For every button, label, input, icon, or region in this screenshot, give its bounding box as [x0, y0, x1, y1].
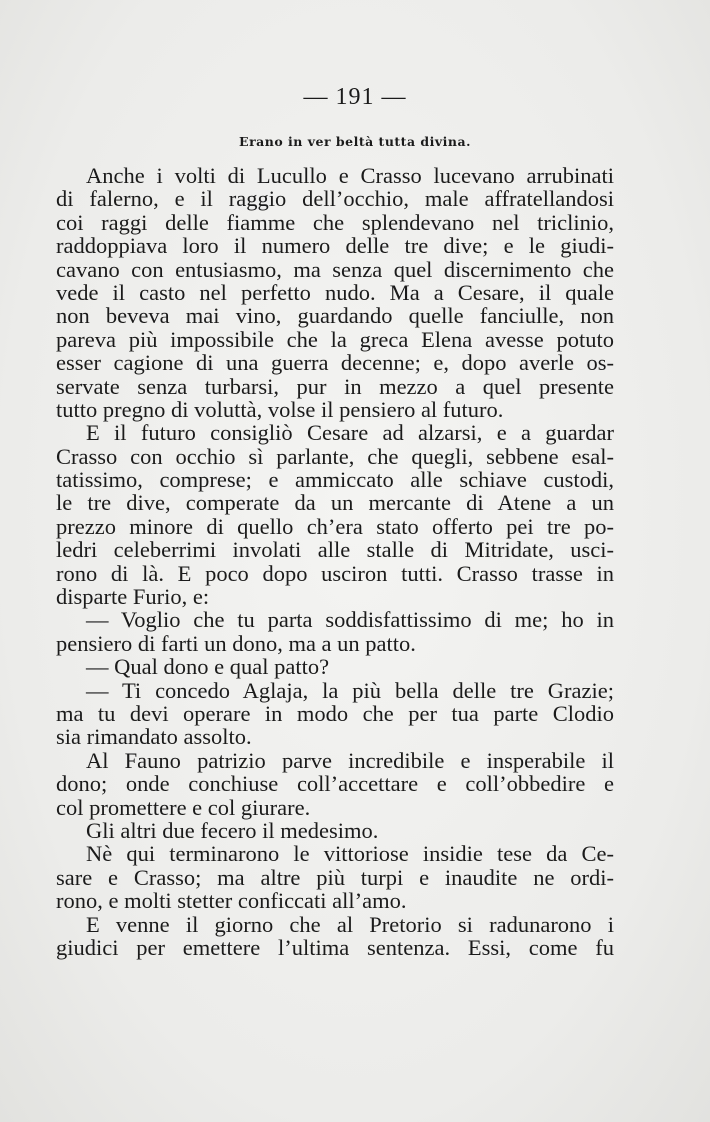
- text-line: rono, e molti stetter conficcati all’amo.: [56, 888, 407, 914]
- text-line: vede il casto nel perfetto nudo. Ma a Cesare, il quale: [56, 279, 614, 305]
- text-line: Anche i volti di Lucullo e Crasso lucevano arrubinati: [86, 163, 614, 188]
- text-line: E il futuro consigliò Cesare ad alzarsi, e a guardar: [86, 420, 614, 446]
- text-line: le tre dive, comperate da un mercante di Atene a un: [56, 490, 614, 516]
- text-line: ma tu devi operare in modo che per tua parte Clodio: [56, 700, 614, 726]
- text-line: Nè qui terminarono le vittoriose insidie tese da Ce-: [86, 841, 614, 867]
- text-line: prezzo minore di quello ch’era stato offerto pei tre po-: [56, 513, 614, 539]
- body-text: [56, 164, 614, 959]
- text-line: tatissimo, comprese; e ammiccato alle schiave custodi,: [56, 467, 614, 493]
- text-line: pareva più impossibile che la greca Elena avesse potuto: [56, 326, 614, 352]
- running-head: Erano in ver beltà tutta divina.: [239, 134, 471, 149]
- text-line: — Ti concedo Aglaja, la più bella delle tre Grazie;: [86, 677, 614, 703]
- text-line: col promettere e col giurare.: [56, 794, 311, 820]
- text-line: giudici per emettere l’ultima sentenza. Essi, come fu: [56, 934, 614, 960]
- text-line: E venne il giorno che al Pretorio si radunarono i: [86, 911, 614, 937]
- text-line: sare e Crasso; ma altre più turpi e inaudite ne ordi-: [56, 864, 614, 890]
- text-line: tutto pregno di voluttà, volse il pensiero al futuro.: [56, 396, 504, 422]
- page-number: — 191 —: [303, 84, 407, 110]
- text-line: disparte Furio, e:: [56, 584, 210, 610]
- text-line: non beveva mai vino, guardando quelle fanciulle, non: [56, 303, 614, 329]
- text-line: Al Fauno patrizio parve incredibile e insperabile il: [86, 747, 614, 773]
- text-line: raddoppiava loro il numero delle tre dive; e le giudi-: [56, 233, 614, 259]
- text-line: sia rimandato assolto.: [56, 724, 252, 750]
- text-line: — Voglio che tu parta soddisfattissimo di me; ho in: [86, 607, 614, 633]
- text-line: Gli altri due fecero il medesimo.: [86, 817, 379, 843]
- text-line: — Qual dono e qual patto?: [86, 654, 330, 680]
- text-line: esser cagione di una guerra decenne; e, dopo averle os-: [56, 350, 614, 376]
- text-line: ledri celeberrimi involati alle stalle di Mitridate, usci-: [56, 537, 614, 563]
- text-line: pensiero di farti un dono, ma a un patto.: [56, 630, 416, 656]
- text-line: cavano con entusiasmo, ma senza quel discernimento che: [56, 256, 614, 282]
- text-line: di falerno, e il raggio dell’occhio, male affratellandosi: [56, 186, 614, 212]
- text-line: coi raggi delle fiamme che splendevano nel triclinio,: [56, 209, 614, 235]
- text-line: servate senza turbarsi, pur in mezzo a quel presente: [56, 373, 614, 399]
- text-line: dono; onde conchiuse coll’accettare e coll’obbedire e: [56, 771, 614, 797]
- text-line: rono di là. E poco dopo usciron tutti. Crasso trasse in: [56, 560, 614, 586]
- text-line: Crasso con occhio sì parlante, che quegli, sebbene esal-: [56, 443, 614, 469]
